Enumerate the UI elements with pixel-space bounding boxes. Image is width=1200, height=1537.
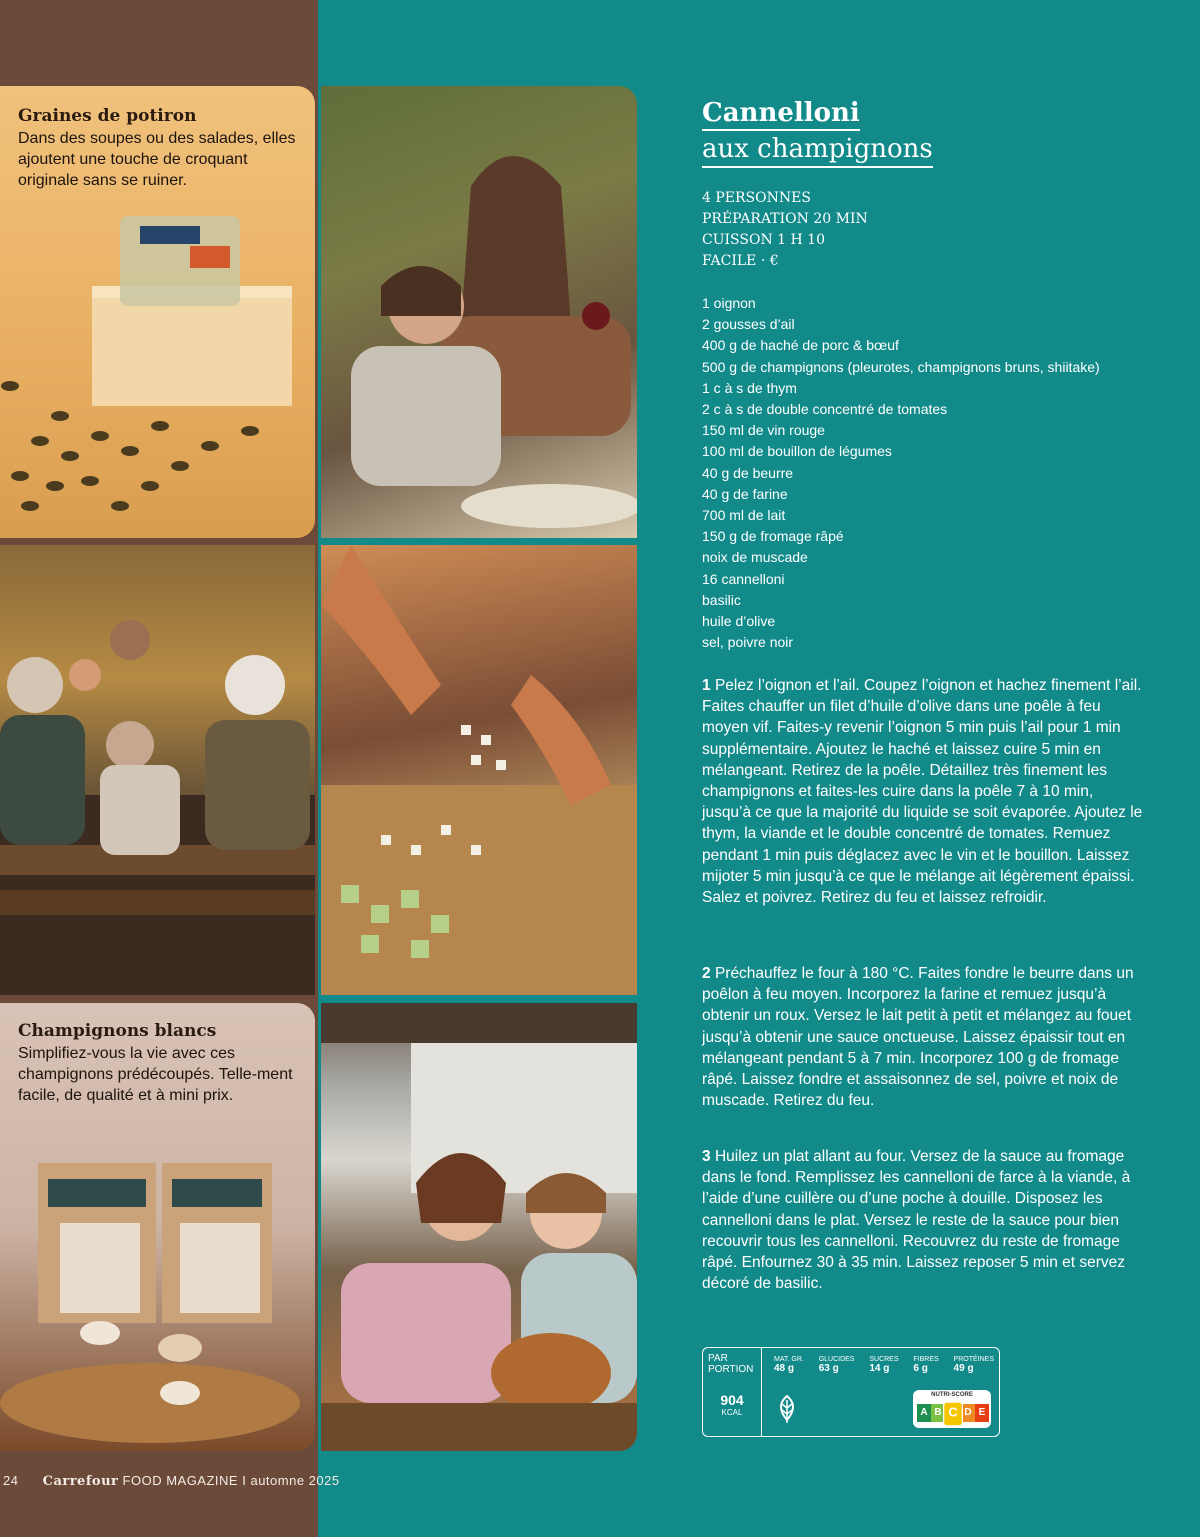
chopping-shapes (321, 545, 637, 995)
nutrient-fat (774, 1356, 804, 1374)
ingredient-item: 150 g de fromage râpé (702, 528, 844, 545)
ingredient-item: 400 g de haché de porc & bœuf (702, 337, 899, 354)
ingredient-item: 150 ml de vin rouge (702, 422, 825, 439)
family-dinner-photo (0, 545, 315, 995)
nutrient-carbs (819, 1356, 855, 1374)
nutrition-kcal-panel (703, 1348, 762, 1436)
step-text: Pelez l’oignon et l’ail. Coupez l’oignon et hachez finement l’ail. Faites chauffer un filet d’huile d’olive dans une poêle à feu moyen vif. Faites-y revenir l’oignon 5 min puis l’ail pour 1 min supplémentaire. Ajoutez le haché et laissez cuire 5 min en mélangeant. Retirez de la poêle. Détaillez très finement les champignons et faites-les cuire dans la poêle 7 à 10 min, jusqu’à ce que la majorité du liquide se soit évaporée. Ajoutez le thym, la viande et le double concentré de tomates. Remuez pendant 1 min puis déglacez avec le vin et le bouillon. Laissez mijoter 5 min jusqu’à ce que le mélange ait légèrement épaissi. Salez et poivrez. Retirez du feu et laissez refroidir. (702, 677, 1143, 907)
nutrient-proteins (954, 1356, 994, 1374)
white-mushrooms-card (0, 1003, 315, 1451)
nutrition-values (774, 1356, 994, 1374)
nutri-score-letters (917, 1404, 989, 1424)
ingredient-item: 100 ml de bouillon de légumes (702, 443, 892, 460)
ingredient-item: 16 cannelloni (702, 570, 785, 587)
step-text: Huilez un plat allant au four. Versez de la sauce au fromage dans le fond. Remplissez les cannelloni de farce à la viande, à l’aide d’une cuillère ou d’une poche à douille. Disposez les cannelloni dans le plat. Versez le reste de la sauce pour bien recouvrir tous les cannelloni. Recouvrez du reste de fromage râpé. Enfournez 30 à 35 min. Laissez reposer 5 min et servez décoré de basilic. (702, 1148, 1131, 1293)
card-title: Champignons blancs (18, 1021, 217, 1041)
chopping-vegetables-photo (321, 545, 637, 995)
nutri-score-letter: D (961, 1404, 975, 1422)
ingredient-item: 40 g de farine (702, 485, 788, 502)
ingredient-item: noix de muscade (702, 549, 808, 566)
nutri-score-letter: A (917, 1404, 931, 1422)
ingredient-item: 2 gousses d’ail (702, 316, 795, 333)
recipe-title: Cannelloni (702, 98, 860, 131)
meta-servings: 4 PERSONNES (702, 190, 811, 206)
nutri-score-badge (913, 1390, 991, 1428)
ingredient-item: 700 ml de lait (702, 507, 786, 524)
card-title: Graines de potiron (18, 106, 197, 126)
ingredients-list (702, 293, 1172, 653)
step-number: 3 (702, 1148, 711, 1165)
ingredient-item: huile d’olive (702, 613, 776, 630)
mushrooms-product-image (0, 1003, 315, 1451)
nutrient-sugars (869, 1356, 898, 1374)
children-shapes (321, 1003, 637, 1451)
nutrient-label: SUCRES (869, 1356, 899, 1363)
ingredient-item: 1 c à s de thym (702, 379, 797, 396)
pumpkin-seeds-card (0, 86, 315, 538)
par-portion-label: PAR PORTION (708, 1353, 754, 1375)
recipe-meta (702, 188, 868, 272)
nutrient-label: MAT. GR. (774, 1356, 804, 1363)
step-text: Préchauffez le four à 180 °C. Faites fondre le beurre dans un poêlon à feu moyen. Incorporez la farine et remuez jusqu’à obtenir un roux. Versez le lait petit à petit et mélangez au fouet jusqu’à obtenir une sauce onctueuse. Laissez épaissir tout en mélangeant pendant 5 à 7 min. Incorporez 100 g de fromage râpé. Laissez fondre et assaisonnez de sel, poivre et noix de muscade. Retirez du feu. (702, 965, 1134, 1110)
meta-prep: PRÉPARATION 20 MIN (702, 211, 868, 227)
step-2 (702, 963, 1144, 1111)
family-photo-shapes (0, 545, 315, 995)
step-1 (702, 675, 1144, 908)
nutrient-label: FIBRES (913, 1356, 939, 1363)
nutri-score-letter: B (931, 1404, 945, 1422)
footer-separator: I (242, 1473, 247, 1488)
meta-cook: CUISSON 1 H 10 (702, 232, 825, 248)
card-text: Dans des soupes ou des salades, elles ajoutent une touche de croquant originale sans se ruiner. (18, 130, 296, 189)
kcal-value: 904 (720, 1392, 744, 1408)
kcal-unit: KCAL (721, 1408, 743, 1417)
pumpkin-seeds-product-image (0, 86, 315, 538)
magazine-name: FOOD MAGAZINE (122, 1473, 239, 1488)
nutrient-label: GLUCIDES (818, 1356, 855, 1363)
step-number: 1 (702, 677, 711, 694)
mother-child-table-photo (321, 86, 637, 538)
nutri-score-letter: E (975, 1404, 989, 1422)
leaf-icon (773, 1394, 801, 1424)
kcal-block (712, 1392, 752, 1426)
nutrient-fibers (913, 1356, 938, 1374)
page-number: 24 (3, 1473, 19, 1488)
mother-child-shapes (321, 86, 637, 538)
meta-difficulty: FACILE · € (702, 253, 779, 269)
nutrient-value: 48 g (774, 1363, 795, 1374)
ingredient-item: sel, poivre noir (702, 634, 794, 651)
nutrition-box (702, 1347, 1000, 1437)
children-eating-photo (321, 1003, 637, 1451)
issue-label: automne 2025 (250, 1473, 340, 1488)
ingredient-item: 40 g de beurre (702, 464, 794, 481)
recipe-subtitle: aux champignons (702, 134, 933, 168)
nutrient-value: 49 g (953, 1363, 974, 1374)
brand-name: Carrefour (42, 1474, 119, 1489)
nutri-score-title: NUTRI-SCORE (931, 1392, 973, 1398)
step-3 (702, 1146, 1144, 1294)
nutrient-value: 6 g (913, 1363, 928, 1374)
nutrient-value: 63 g (818, 1363, 839, 1374)
card-text: Simplifiez-vous la vie avec ces champignons prédécoupés. Telle-ment facile, de qualité et à mini prix. (18, 1045, 293, 1104)
nutrient-label: PROTÉINES (953, 1356, 994, 1363)
ingredient-item: 1 oignon (702, 295, 756, 311)
ingredient-item: 2 c à s de double concentré de tomates (702, 401, 948, 418)
ingredient-item: 500 g de champignons (pleurotes, champignons bruns, shiitake) (702, 358, 1100, 375)
nutri-score-letter: C (943, 1402, 963, 1427)
ingredient-item: basilic (702, 591, 741, 608)
nutrient-value: 14 g (869, 1363, 890, 1374)
page-footer (3, 1473, 340, 1489)
step-number: 2 (702, 965, 711, 982)
